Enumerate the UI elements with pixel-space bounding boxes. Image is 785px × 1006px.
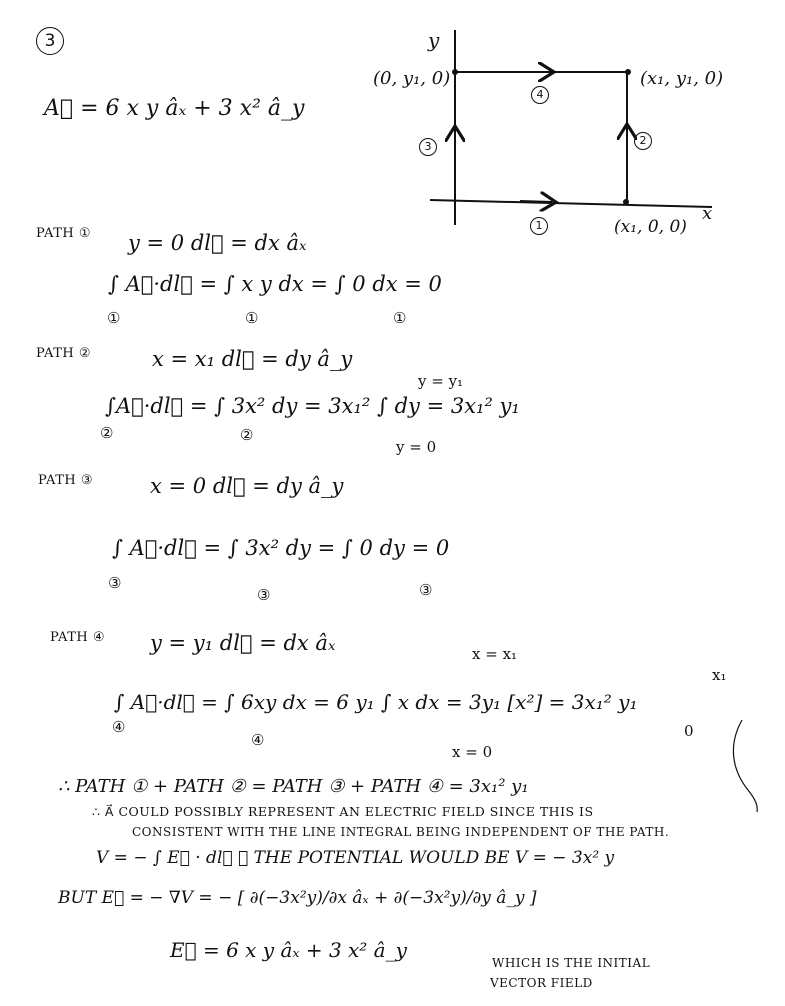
x-axis-line [430, 200, 712, 207]
path2-equation: ∫A⃗·dl⃗ = ∫ 3x² dy = 3x₁² ∫ dy = 3x₁² y₁ [105, 394, 520, 418]
conclusion-vector-field: VECTOR FIELD [490, 976, 593, 990]
conclusion-could-represent: ∴ A⃗ COULD POSSIBLY REPRESENT AN ELECTRIC FIELD SINCE THIS IS [92, 804, 594, 819]
path4-equation: ∫ A⃗·dl⃗ = ∫ 6xy dx = 6 y₁ ∫ x dx = 3y₁ [x²] = 3x₁² y₁ [114, 690, 638, 714]
conclusion-gradient: BUT E⃗ = − ∇V = − [ ∂(−3x²y)/∂x âₓ + ∂(−3x²y)/∂y â_y ] [58, 888, 537, 908]
path4-lower-limit: x = 0 [452, 743, 493, 761]
path3-sub-c: ③ [419, 581, 433, 599]
path3-equation: ∫ A⃗·dl⃗ = ∫ 3x² dy = ∫ 0 dy = 0 [112, 536, 450, 560]
path1-sub-b: ① [245, 309, 259, 327]
path4-condition: y = y₁ dl⃗ = dx âₓ [150, 631, 336, 655]
diagram-path-label-3: 3 [419, 133, 437, 156]
diagram-path-label-2: 2 [634, 127, 652, 150]
corner-label-top-right: (x₁, y₁, 0) [640, 68, 724, 89]
conclusion-potential: V = − ∫ E⃗ · dl⃗ ∴ THE POTENTIAL WOULD BE V = − 3x² y [96, 848, 615, 868]
corner-dot-top-left [452, 69, 458, 75]
path4-upper-limit: x = x₁ [472, 645, 518, 663]
path1-arrow [520, 201, 552, 202]
path2-sub-a: ② [100, 424, 114, 442]
path2-sub-b: ② [240, 426, 254, 444]
path3-sub-b: ③ [257, 586, 271, 604]
path1-sub-a: ① [107, 309, 121, 327]
path1-title: PATH ① [36, 226, 92, 241]
field-definition: A⃗ = 6 x y âₓ + 3 x² â_y [44, 96, 305, 121]
path4-title: PATH ④ [50, 630, 106, 645]
diagram-path-label-4: 4 [531, 81, 549, 104]
path1-condition: y = 0 dl⃗ = dx âₓ [128, 231, 307, 255]
path2-condition: x = x₁ dl⃗ = dy â_y [152, 347, 353, 371]
conclusion-consistent: CONSISTENT WITH THE LINE INTEGRAL BEING INDEPENDENT OF THE PATH. [132, 825, 670, 839]
axis-y-label: y [428, 28, 440, 52]
corner-dot-bottom-right [623, 199, 629, 205]
path4-sub-b: ④ [251, 731, 265, 749]
path4-eval-upper: x₁ [712, 666, 727, 684]
corner-label-bottom-right: (x₁, 0, 0) [614, 217, 687, 237]
path3-condition: x = 0 dl⃗ = dy â_y [150, 474, 344, 498]
path1-equation: ∫ A⃗·dl⃗ = ∫ x y dx = ∫ 0 dx = 0 [108, 272, 442, 296]
conclusion-result-field: E⃗ = 6 x y âₓ + 3 x² â_y [170, 938, 407, 962]
path1-sub-c: ① [393, 309, 407, 327]
path3-sub-a: ③ [108, 574, 122, 592]
conclusion-which-is: WHICH IS THE INITIAL [492, 956, 651, 970]
diagram-path-label-1: 1 [530, 212, 548, 235]
path4-eval-lower: 0 [684, 722, 694, 740]
path2-lower-limit: y = 0 [396, 438, 437, 456]
corner-dot-top-right [625, 69, 631, 75]
axis-x-label: x [702, 203, 713, 224]
path3-title: PATH ③ [38, 473, 94, 488]
problem-number: 3 [36, 27, 64, 55]
path2-upper-limit: y = y₁ [418, 372, 464, 390]
path2-title: PATH ② [36, 346, 92, 361]
conclusion-paths-equal: ∴ PATH ① + PATH ② = PATH ③ + PATH ④ = 3x₁² y₁ [58, 776, 529, 797]
path4-sub-a: ④ [112, 718, 126, 736]
corner-label-top-left: (0, y₁, 0) [373, 68, 451, 89]
